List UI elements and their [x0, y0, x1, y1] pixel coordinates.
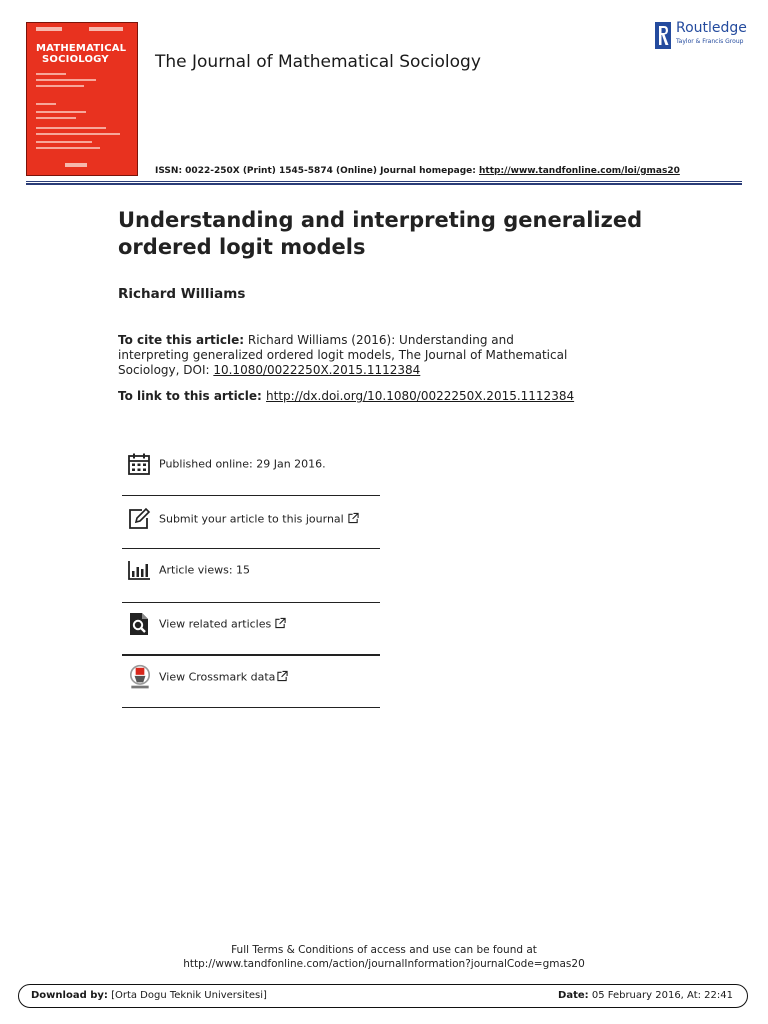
cite-text: Richard Williams (2016): Understanding and interpreting generalized ordered logit models, The Journal of Mathematical Sociology, DOI: [118, 333, 568, 377]
crossmark-icon [127, 664, 153, 690]
external-link-icon [277, 671, 288, 682]
external-link-icon [348, 513, 359, 524]
related-articles-label: View related articles [159, 617, 272, 631]
submit-article-label: Submit your article to this journal [159, 512, 344, 526]
publisher-subtitle: Taylor & Francis Group [676, 38, 744, 45]
header-rule-thick [26, 183, 742, 185]
journal-homepage-link[interactable]: http://www.tandfonline.com/loi/gmas20 [479, 166, 680, 176]
header-rule-thin [26, 181, 742, 182]
terms-notice [0, 943, 768, 971]
edit-icon [127, 507, 151, 531]
related-articles-link[interactable] [159, 618, 286, 631]
submit-article-row[interactable] [122, 493, 380, 545]
download-date: Date: 05 February 2016, At: 22:41 [558, 990, 733, 1001]
cite-doi-link[interactable]: 10.1080/0022250X.2015.1112384 [213, 363, 421, 377]
link-label: To link to this article: [118, 389, 267, 403]
journal-cover-image [26, 22, 138, 176]
cite-label: To cite this article: [118, 333, 245, 347]
article-author: Richard Williams [118, 286, 246, 302]
submit-article-link[interactable] [159, 513, 359, 526]
crossmark-link[interactable] [159, 671, 288, 684]
article-title: Understanding and interpreting generalized ordered logit models [118, 208, 643, 259]
published-date: Published online: 29 Jan 2016. [159, 457, 326, 471]
terms-line-1: Full Terms & Conditions of access and use can be found at [231, 944, 537, 956]
crossmark-row[interactable] [122, 651, 380, 703]
published-row [122, 438, 380, 490]
cover-title: MATHEMATICAL SOCIOLOGY [36, 43, 127, 65]
calendar-icon [127, 452, 151, 476]
routledge-r-logo-icon [655, 22, 671, 49]
document-search-icon [127, 612, 151, 636]
download-info-bar [18, 984, 748, 1008]
issn-text: ISSN: 0022-250X (Print) 1545-5874 (Online) Journal homepage: [155, 166, 480, 176]
bar-chart-icon [127, 558, 151, 582]
crossmark-label: View Crossmark data [159, 670, 276, 684]
external-link-icon [275, 618, 286, 629]
related-articles-row[interactable] [122, 598, 380, 650]
journal-title: The Journal of Mathematical Sociology [155, 52, 481, 72]
publisher-name: Routledge [676, 20, 747, 36]
article-doi-link[interactable]: http://dx.doi.org/10.1080/0022250X.2015.1112384 [266, 389, 575, 403]
article-views: Article views: 15 [159, 563, 251, 577]
issn-line [155, 166, 680, 176]
citation-block [118, 333, 588, 378]
article-views-row [122, 544, 380, 596]
download-by: Download by: [Orta Dogu Teknik Universitesi] [31, 990, 267, 1001]
terms-link[interactable]: http://www.tandfonline.com/action/journalInformation?journalCode=gmas20 [183, 958, 585, 970]
article-link-block [118, 389, 638, 404]
publisher-logo [655, 20, 751, 52]
info-divider [122, 707, 380, 708]
